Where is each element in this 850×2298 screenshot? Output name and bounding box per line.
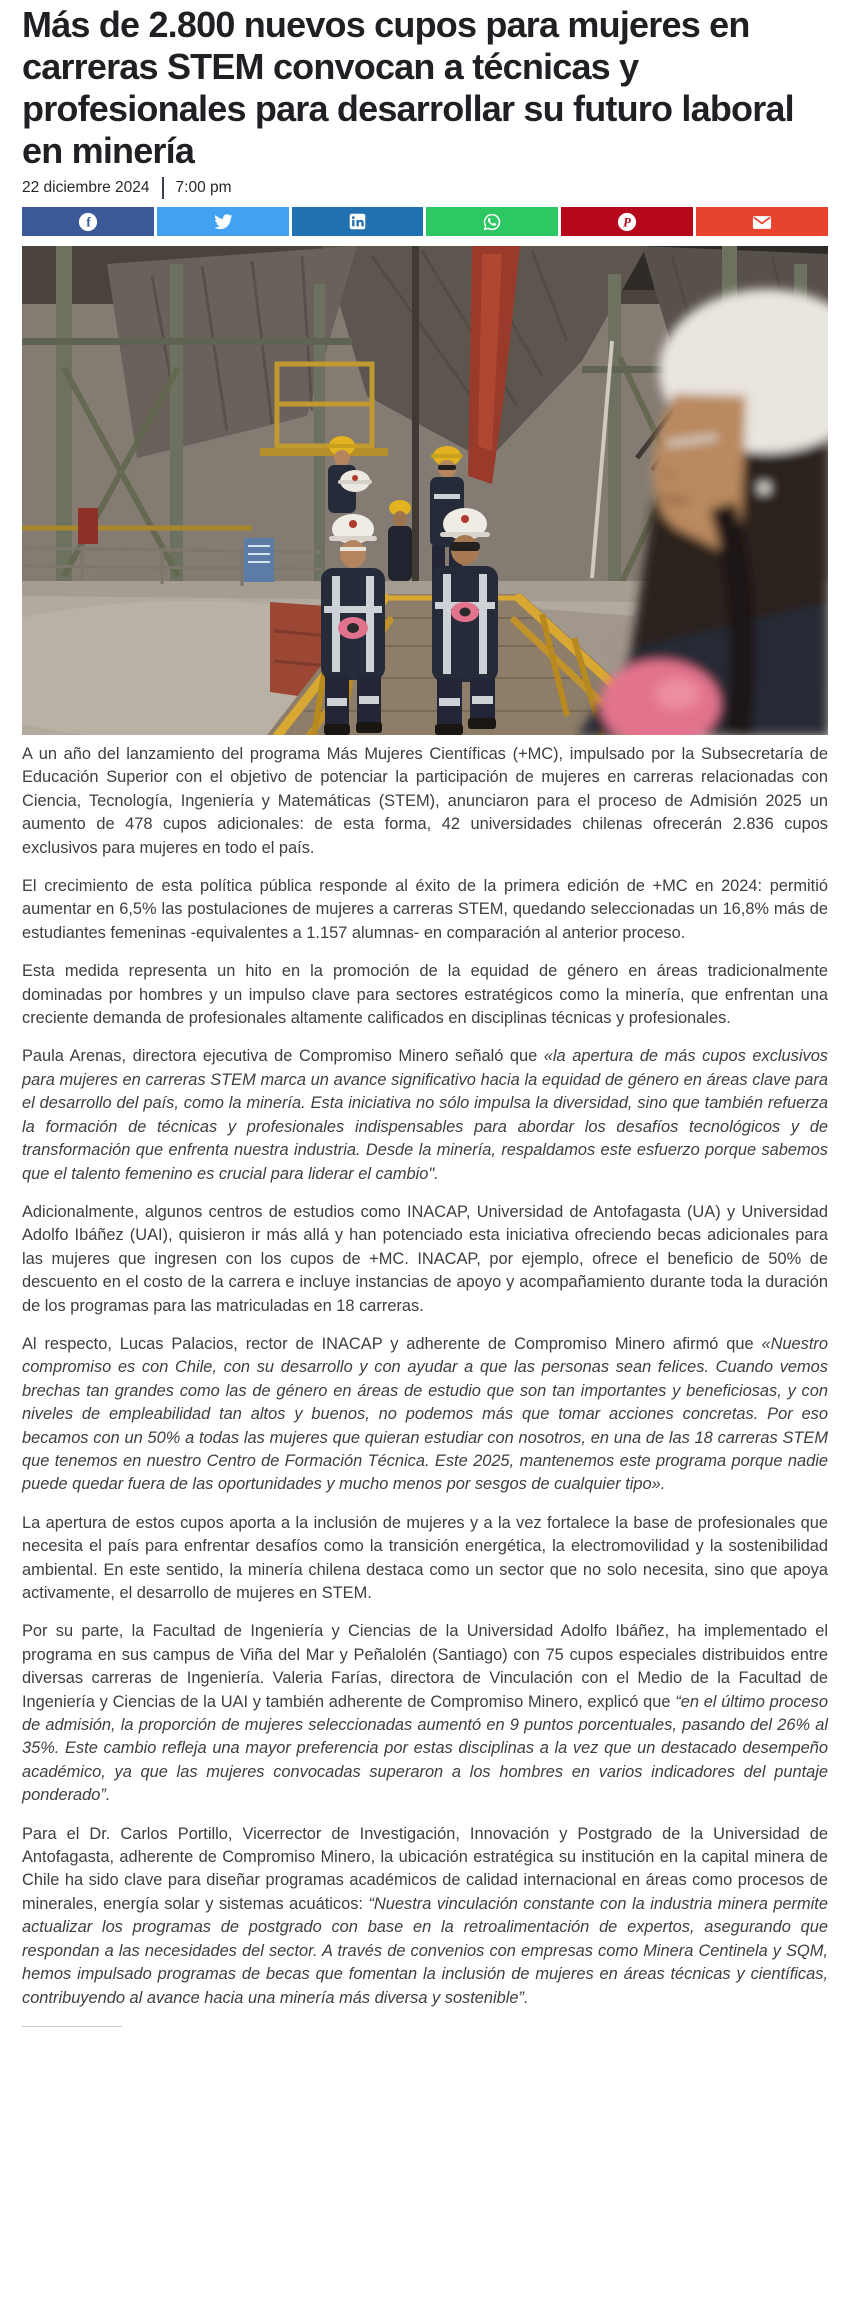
share-twitter-button[interactable] [157,207,289,236]
footer-divider [22,2026,122,2027]
pinterest-icon [617,212,637,232]
hero-image [22,246,828,735]
linkedin-icon [348,212,367,231]
article [0,4,850,2027]
article-paragraph: Por su parte, la Facultad de Ingeniería y Ciencias de la Universidad Adolfo Ibáñez, ha implementado el programa en sus campus de Viña del Mar y Peñalolén (Santiago) con 75 cupos especiales distribuidos entre diversas carreras de Ingeniería. Valeria Farías, directora de Vinculación con el Medio de la Facultad de Ingeniería y Ciencias de la UAI y también adherente de Compromiso Minero, explicó que “en el último proceso de admisión, la proporción de mujeres seleccionadas aumentó en 9 puntos porcentuales, pasando del 26% al 35%. Este cambio refleja una mayor preferencia por estas disciplinas a la vez que un destacado desempeño académico, ya que las mujeres convocadas superaron a los hombres en varios indicadores del puntaje ponderado”. [22,1622,828,1805]
share-whatsapp-button[interactable] [426,207,558,236]
article-meta [22,177,828,199]
share-linkedin-button[interactable] [292,207,424,236]
share-button-row [22,207,828,236]
article-paragraph: El crecimiento de esta política pública responde al éxito de la primera edición de +MC en 2024: permitió aumentar en 6,5% las postulaciones de mujeres a carreras STEM, quedando seleccionadas un 16,8% más de estudiantes femeninas -equivalentes a 1.157 alumnas- en comparación al anterior proceso. [22,877,828,942]
article-paragraph: La apertura de estos cupos aporta a la inclusión de mujeres y a la vez fortalece la base de profesionales que necesita el país para enfrentar desafíos como la transición energética, la electromovilidad y la sostenibilidad ambiental. En este sentido, la minería chilena destaca como un sector que no solo necesita, sino que apoya activamente, el desarrollo de mujeres en STEM. [22,1513,828,1602]
publish-date: 22 diciembre 2024 [22,179,150,196]
publish-time: 7:00 pm [175,179,232,196]
date-time-separator [162,177,164,199]
article-body [22,743,828,2010]
article-paragraph: Al respecto, Lucas Palacios, rector de INACAP y adherente de Compromiso Minero afirmó que «Nuestro compromiso es con Chile, con su desarrollo y con ayudar a que las personas sean felices. Cuando vemos brechas tan grandes como las de género en áreas de estudio que son tan importantes y beneficiosas, y con niveles de empleabilidad tan altos y buenos, no podemos más que tomar acciones concretas. Por eso becamos con un 50% a todas las mujeres que quieran estudiar con nosotros, en una de las 18 carreras STEM que tenemos en nuestro Centro de Formación Técnica. Este 2025, mantenemos este programa porque nadie puede quedar fuera de las oportunidades y mucho menos por sesgos de cualquier tipo». [22,1334,828,1494]
svg-text:P: P [623,215,632,230]
svg-text:f: f [86,214,91,230]
article-paragraph: Para el Dr. Carlos Portillo, Vicerrector de Investigación, Innovación y Postgrado de la Universidad de Antofagasta, adherente de Compromiso Minero, la ubicación estratégica su institución en la capital minera de Chile ha sido clave para diseñar programas académicos de calidad internacional en áreas como procesos de minerales, energía solar y sistemas acuáticos: “Nuestra vinculación constante con la industria minera permite actualizar los programas de postgrado con base en la retroalimentación de expertos, asegurando que respondan a las necesidades del sector. A través de convenios con empresas como Minera Centinela y SQM, hemos impulsado programas de becas que fomentan la inclusión de mujeres en áreas técnicas y científicas, contribuyendo al avance hacia una minería más diversa y sostenible”. [22,1824,828,2007]
article-paragraph: Esta medida representa un hito en la promoción de la equidad de género en áreas tradicionalmente dominadas por hombres y un impulso clave para sectores estratégicos como la minería, que enfrentan una creciente demanda de profesionales altamente calificados en disciplinas técnicas y profesionales. [22,962,828,1028]
article-paragraph: Paula Arenas, directora ejecutiva de Compromiso Minero señaló que «la apertura de más cupos exclusivos para mujeres en carreras STEM marca un avance significativo hacia la equidad de género en áreas clave para el desarrollo del país, como la minería. Esta iniciativa no sólo impulsa la diversidad, sino que también refuerza la formación de técnicas y profesionales indispensables para abordar los desafíos tecnológicos y de transformación que enfrenta nuestra industria. Desde la minería, respaldamos este esfuerzo porque sabemos que el talento femenino es crucial para liderar el cambio". [22,1047,829,1183]
page-title: Más de 2.800 nuevos cupos para mujeres en carreras STEM convocan a técnicas y profesionales para desarrollar su futuro laboral en minería [22,4,794,171]
twitter-icon [213,212,233,232]
share-email-button[interactable] [696,207,828,236]
whatsapp-icon [482,212,502,232]
share-facebook-button[interactable] [22,207,154,236]
email-icon [751,212,773,232]
facebook-icon [78,212,98,232]
article-paragraph: Adicionalmente, algunos centros de estudios como INACAP, Universidad de Antofagasta (UA) y Universidad Adolfo Ibáñez (UAI), quisieron ir más allá y han potenciado esta iniciativa ofreciendo becas adicionales para las mujeres que ingresen con los cupos de +MC. INACAP, por ejemplo, ofrece el beneficio de 50% de descuento en el costo de la carrera e incluye instancias de apoyo y acompañamiento durante toda la duración de los programas para las matriculadas en 18 carreras. [22,1202,828,1315]
share-pinterest-button[interactable] [561,207,693,236]
article-paragraph: A un año del lanzamiento del programa Más Mujeres Científicas (+MC), impulsado por la Subsecretaría de Educación Superior con el objetivo de potenciar la participación de mujeres en carreras relacionadas con Ciencia, Tecnología, Ingeniería y Matemáticas (STEM), anunciaron para el proceso de Admisión 2025 un aumento de 478 cupos adicionales: de esta forma, 42 universidades chilenas ofrecerán 2.836 cupos exclusivos para mujeres en todo el país. [22,745,828,857]
